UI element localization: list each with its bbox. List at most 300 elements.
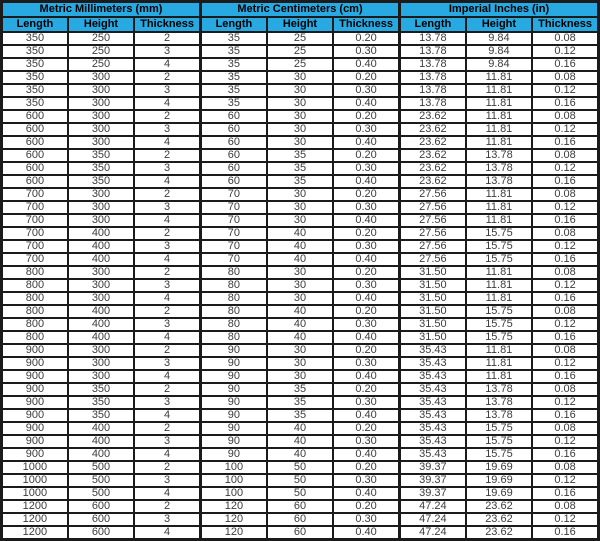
table-cell: 70 [200, 214, 266, 227]
table-row [2, 500, 599, 513]
table-cell: 900 [2, 435, 68, 448]
table-cell: 900 [2, 422, 68, 435]
table-cell: 4 [134, 331, 200, 344]
table-cell: 0.30 [333, 45, 399, 58]
table-cell: 0.40 [333, 253, 399, 266]
table-cell: 0.08 [532, 383, 598, 396]
table-row [2, 526, 599, 540]
table-cell: 0.20 [333, 149, 399, 162]
table-row [2, 266, 599, 279]
table-row [2, 344, 599, 357]
table-cell: 0.08 [532, 422, 598, 435]
table-cell: 27.56 [399, 201, 465, 214]
table-cell: 13.78 [466, 383, 532, 396]
table-cell: 0.40 [333, 370, 399, 383]
table-cell: 35.43 [399, 357, 465, 370]
table-cell: 13.78 [466, 409, 532, 422]
column-group-header: Imperial Inches (in) [399, 2, 598, 18]
table-cell: 23.62 [399, 136, 465, 149]
table-cell: 800 [2, 279, 68, 292]
table-cell: 90 [200, 409, 266, 422]
table-cell: 90 [200, 383, 266, 396]
table-cell: 0.20 [333, 32, 399, 45]
table-cell: 9.84 [466, 32, 532, 45]
table-cell: 30 [267, 370, 333, 383]
table-cell: 1000 [2, 461, 68, 474]
table-cell: 31.50 [399, 318, 465, 331]
table-cell: 0.12 [532, 240, 598, 253]
table-row [2, 110, 599, 123]
table-cell: 400 [68, 240, 134, 253]
table-cell: 0.30 [333, 123, 399, 136]
table-cell: 700 [2, 214, 68, 227]
table-cell: 0.12 [532, 435, 598, 448]
table-cell: 3 [134, 201, 200, 214]
column-header-row [2, 17, 599, 32]
table-cell: 90 [200, 357, 266, 370]
table-cell: 4 [134, 97, 200, 110]
table-cell: 25 [267, 32, 333, 45]
table-cell: 15.75 [466, 305, 532, 318]
table-cell: 500 [68, 461, 134, 474]
table-cell: 2 [134, 110, 200, 123]
table-cell: 35 [267, 383, 333, 396]
table-cell: 0.20 [333, 461, 399, 474]
table-cell: 25 [267, 58, 333, 71]
table-cell: 35.43 [399, 396, 465, 409]
table-row [2, 279, 599, 292]
column-header: Height [466, 17, 532, 32]
table-cell: 250 [68, 58, 134, 71]
table-cell: 900 [2, 383, 68, 396]
table-row [2, 396, 599, 409]
table-cell: 0.30 [333, 474, 399, 487]
table-cell: 80 [200, 318, 266, 331]
table-cell: 400 [68, 305, 134, 318]
table-cell: 40 [267, 331, 333, 344]
table-row [2, 201, 599, 214]
table-cell: 900 [2, 344, 68, 357]
table-cell: 4 [134, 409, 200, 422]
table-cell: 800 [2, 292, 68, 305]
table-cell: 0.20 [333, 500, 399, 513]
table-cell: 0.40 [333, 175, 399, 188]
table-row [2, 240, 599, 253]
table-cell: 30 [267, 110, 333, 123]
table-cell: 0.12 [532, 318, 598, 331]
table-row [2, 162, 599, 175]
table-cell: 60 [200, 136, 266, 149]
table-cell: 0.08 [532, 266, 598, 279]
table-cell: 4 [134, 526, 200, 540]
table-cell: 11.81 [466, 136, 532, 149]
table-cell: 800 [2, 318, 68, 331]
table-cell: 35 [267, 175, 333, 188]
table-cell: 4 [134, 253, 200, 266]
table-cell: 11.81 [466, 214, 532, 227]
table-cell: 0.40 [333, 97, 399, 110]
table-cell: 39.37 [399, 487, 465, 500]
table-row [2, 448, 599, 461]
table-cell: 0.30 [333, 396, 399, 409]
table-cell: 27.56 [399, 214, 465, 227]
table-cell: 0.08 [532, 500, 598, 513]
table-row [2, 71, 599, 84]
table-cell: 23.62 [399, 149, 465, 162]
table-cell: 0.20 [333, 266, 399, 279]
table-cell: 13.78 [399, 71, 465, 84]
table-body [2, 32, 599, 540]
table-cell: 0.20 [333, 383, 399, 396]
table-cell: 0.16 [532, 58, 598, 71]
table-cell: 30 [267, 292, 333, 305]
table-cell: 700 [2, 253, 68, 266]
table-cell: 3 [134, 279, 200, 292]
table-cell: 400 [68, 318, 134, 331]
table-cell: 30 [267, 344, 333, 357]
table-cell: 35 [200, 45, 266, 58]
table-cell: 40 [267, 253, 333, 266]
table-cell: 0.40 [333, 331, 399, 344]
table-cell: 35.43 [399, 448, 465, 461]
table-cell: 30 [267, 266, 333, 279]
table-cell: 90 [200, 448, 266, 461]
table-cell: 40 [267, 240, 333, 253]
table-cell: 600 [68, 500, 134, 513]
table-cell: 47.24 [399, 526, 465, 540]
table-cell: 300 [68, 188, 134, 201]
table-cell: 35 [200, 71, 266, 84]
table-cell: 70 [200, 188, 266, 201]
column-header: Thickness [134, 17, 200, 32]
table-cell: 0.16 [532, 487, 598, 500]
table-cell: 11.81 [466, 266, 532, 279]
table-row [2, 331, 599, 344]
table-cell: 600 [2, 136, 68, 149]
table-cell: 19.69 [466, 474, 532, 487]
table-cell: 40 [267, 305, 333, 318]
table-cell: 0.12 [532, 357, 598, 370]
table-cell: 700 [2, 227, 68, 240]
table-cell: 23.62 [466, 526, 532, 540]
table-cell: 600 [2, 149, 68, 162]
column-group-header: Metric Millimeters (mm) [2, 2, 201, 18]
table-cell: 0.40 [333, 58, 399, 71]
table-cell: 80 [200, 279, 266, 292]
table-cell: 2 [134, 266, 200, 279]
table-row [2, 227, 599, 240]
table-cell: 13.78 [399, 58, 465, 71]
table-cell: 0.16 [532, 292, 598, 305]
table-cell: 30 [267, 84, 333, 97]
table-cell: 13.78 [399, 32, 465, 45]
table-cell: 2 [134, 227, 200, 240]
table-cell: 90 [200, 344, 266, 357]
table-cell: 9.84 [466, 58, 532, 71]
table-cell: 350 [2, 32, 68, 45]
table-row [2, 318, 599, 331]
table-cell: 500 [68, 474, 134, 487]
table-cell: 700 [2, 201, 68, 214]
table-cell: 60 [267, 500, 333, 513]
table-cell: 0.08 [532, 110, 598, 123]
table-cell: 30 [267, 71, 333, 84]
table-cell: 0.40 [333, 526, 399, 540]
table-cell: 47.24 [399, 513, 465, 526]
table-cell: 30 [267, 357, 333, 370]
table-cell: 40 [267, 448, 333, 461]
table-cell: 11.81 [466, 370, 532, 383]
table-cell: 0.12 [532, 396, 598, 409]
table-header [2, 2, 599, 33]
table-cell: 0.12 [532, 162, 598, 175]
table-cell: 35 [267, 409, 333, 422]
table-cell: 900 [2, 448, 68, 461]
table-row [2, 357, 599, 370]
table-cell: 4 [134, 448, 200, 461]
table-cell: 500 [68, 487, 134, 500]
table-cell: 50 [267, 474, 333, 487]
table-cell: 350 [2, 71, 68, 84]
table-cell: 3 [134, 474, 200, 487]
table-cell: 4 [134, 58, 200, 71]
table-cell: 800 [2, 266, 68, 279]
table-cell: 0.12 [532, 279, 598, 292]
table-row [2, 305, 599, 318]
table-row [2, 409, 599, 422]
table-cell: 30 [267, 279, 333, 292]
table-cell: 100 [200, 487, 266, 500]
table-cell: 25 [267, 45, 333, 58]
table-cell: 0.16 [532, 214, 598, 227]
table-cell: 0.20 [333, 422, 399, 435]
table-cell: 60 [267, 526, 333, 540]
table-cell: 120 [200, 500, 266, 513]
table-cell: 13.78 [399, 45, 465, 58]
table-cell: 600 [2, 175, 68, 188]
table-cell: 11.81 [466, 344, 532, 357]
table-cell: 47.24 [399, 500, 465, 513]
table-cell: 0.08 [532, 227, 598, 240]
table-cell: 35.43 [399, 344, 465, 357]
group-header-row [2, 2, 599, 18]
table-cell: 800 [2, 305, 68, 318]
table-cell: 35 [267, 396, 333, 409]
table-row [2, 487, 599, 500]
table-cell: 0.16 [532, 97, 598, 110]
table-cell: 600 [68, 513, 134, 526]
table-cell: 3 [134, 123, 200, 136]
table-cell: 70 [200, 201, 266, 214]
table-cell: 50 [267, 461, 333, 474]
table-cell: 300 [68, 136, 134, 149]
table-cell: 1200 [2, 513, 68, 526]
table-cell: 300 [68, 370, 134, 383]
column-header: Thickness [532, 17, 598, 32]
table-cell: 15.75 [466, 318, 532, 331]
table-cell: 4 [134, 214, 200, 227]
table-cell: 0.40 [333, 448, 399, 461]
table-cell: 15.75 [466, 435, 532, 448]
table-cell: 40 [267, 435, 333, 448]
table-row [2, 383, 599, 396]
table-row [2, 253, 599, 266]
table-row [2, 474, 599, 487]
table-cell: 0.20 [333, 110, 399, 123]
column-header: Length [399, 17, 465, 32]
table-cell: 15.75 [466, 240, 532, 253]
table-cell: 0.16 [532, 253, 598, 266]
table-cell: 0.30 [333, 279, 399, 292]
table-cell: 19.69 [466, 487, 532, 500]
table-row [2, 422, 599, 435]
table-cell: 11.81 [466, 188, 532, 201]
table-cell: 0.20 [333, 305, 399, 318]
table-cell: 600 [2, 162, 68, 175]
table-cell: 4 [134, 370, 200, 383]
table-row [2, 84, 599, 97]
table-row [2, 292, 599, 305]
table-cell: 15.75 [466, 422, 532, 435]
table-cell: 350 [68, 383, 134, 396]
table-cell: 30 [267, 97, 333, 110]
table-cell: 4 [134, 136, 200, 149]
table-cell: 2 [134, 32, 200, 45]
table-cell: 300 [68, 71, 134, 84]
table-cell: 400 [68, 435, 134, 448]
table-cell: 0.40 [333, 136, 399, 149]
table-cell: 250 [68, 32, 134, 45]
table-cell: 3 [134, 396, 200, 409]
table-cell: 9.84 [466, 45, 532, 58]
table-cell: 39.37 [399, 474, 465, 487]
table-cell: 35 [200, 97, 266, 110]
table-cell: 0.08 [532, 461, 598, 474]
table-cell: 50 [267, 487, 333, 500]
table-cell: 3 [134, 435, 200, 448]
table-cell: 350 [68, 409, 134, 422]
table-row [2, 45, 599, 58]
table-cell: 0.20 [333, 71, 399, 84]
table-cell: 23.62 [399, 110, 465, 123]
table-row [2, 58, 599, 71]
table-cell: 0.12 [532, 84, 598, 97]
table-cell: 0.30 [333, 513, 399, 526]
table-cell: 60 [267, 513, 333, 526]
table-cell: 0.40 [333, 487, 399, 500]
table-cell: 350 [68, 396, 134, 409]
table-cell: 2 [134, 344, 200, 357]
table-cell: 11.81 [466, 279, 532, 292]
table-cell: 0.12 [532, 513, 598, 526]
table-cell: 350 [68, 175, 134, 188]
table-cell: 15.75 [466, 253, 532, 266]
table-cell: 120 [200, 513, 266, 526]
table-row [2, 123, 599, 136]
table-cell: 400 [68, 422, 134, 435]
table-cell: 600 [68, 526, 134, 540]
table-cell: 31.50 [399, 292, 465, 305]
table-cell: 300 [68, 357, 134, 370]
table-cell: 0.30 [333, 84, 399, 97]
table-cell: 70 [200, 240, 266, 253]
table-cell: 19.69 [466, 461, 532, 474]
table-cell: 400 [68, 448, 134, 461]
table-cell: 0.40 [333, 214, 399, 227]
table-cell: 0.30 [333, 201, 399, 214]
table-cell: 400 [68, 253, 134, 266]
table-cell: 80 [200, 266, 266, 279]
table-cell: 23.62 [466, 513, 532, 526]
table-cell: 30 [267, 201, 333, 214]
table-cell: 900 [2, 357, 68, 370]
table-cell: 0.20 [333, 188, 399, 201]
table-cell: 35.43 [399, 435, 465, 448]
table-cell: 80 [200, 305, 266, 318]
table-cell: 100 [200, 461, 266, 474]
table-cell: 2 [134, 500, 200, 513]
table-cell: 1200 [2, 500, 68, 513]
table-cell: 0.20 [333, 227, 399, 240]
table-cell: 900 [2, 396, 68, 409]
table-cell: 11.81 [466, 110, 532, 123]
table-cell: 30 [267, 188, 333, 201]
table-row [2, 149, 599, 162]
table-cell: 600 [2, 110, 68, 123]
table-cell: 0.08 [532, 71, 598, 84]
table-cell: 30 [267, 214, 333, 227]
table-cell: 35 [200, 84, 266, 97]
table-cell: 120 [200, 526, 266, 540]
table-cell: 31.50 [399, 331, 465, 344]
table-cell: 30 [267, 136, 333, 149]
table-cell: 300 [68, 344, 134, 357]
table-cell: 2 [134, 149, 200, 162]
table-row [2, 214, 599, 227]
table-cell: 300 [68, 84, 134, 97]
table-cell: 80 [200, 331, 266, 344]
table-cell: 1000 [2, 487, 68, 500]
table-cell: 4 [134, 487, 200, 500]
table-cell: 3 [134, 513, 200, 526]
table-cell: 35 [267, 162, 333, 175]
table-cell: 0.30 [333, 357, 399, 370]
table-cell: 90 [200, 396, 266, 409]
table-cell: 60 [200, 123, 266, 136]
table-row [2, 370, 599, 383]
table-cell: 0.30 [333, 435, 399, 448]
table-cell: 13.78 [399, 97, 465, 110]
table-cell: 3 [134, 240, 200, 253]
table-cell: 11.81 [466, 201, 532, 214]
table-row [2, 513, 599, 526]
table-cell: 0.16 [532, 331, 598, 344]
table-cell: 0.30 [333, 318, 399, 331]
table-cell: 3 [134, 162, 200, 175]
table-cell: 35 [200, 58, 266, 71]
table-cell: 13.78 [466, 396, 532, 409]
table-cell: 3 [134, 357, 200, 370]
table-cell: 300 [68, 201, 134, 214]
table-cell: 23.62 [399, 175, 465, 188]
table-cell: 23.62 [399, 123, 465, 136]
table-cell: 0.12 [532, 123, 598, 136]
table-cell: 70 [200, 253, 266, 266]
table-cell: 60 [200, 175, 266, 188]
table-cell: 300 [68, 123, 134, 136]
table-cell: 90 [200, 422, 266, 435]
table-cell: 35 [267, 149, 333, 162]
